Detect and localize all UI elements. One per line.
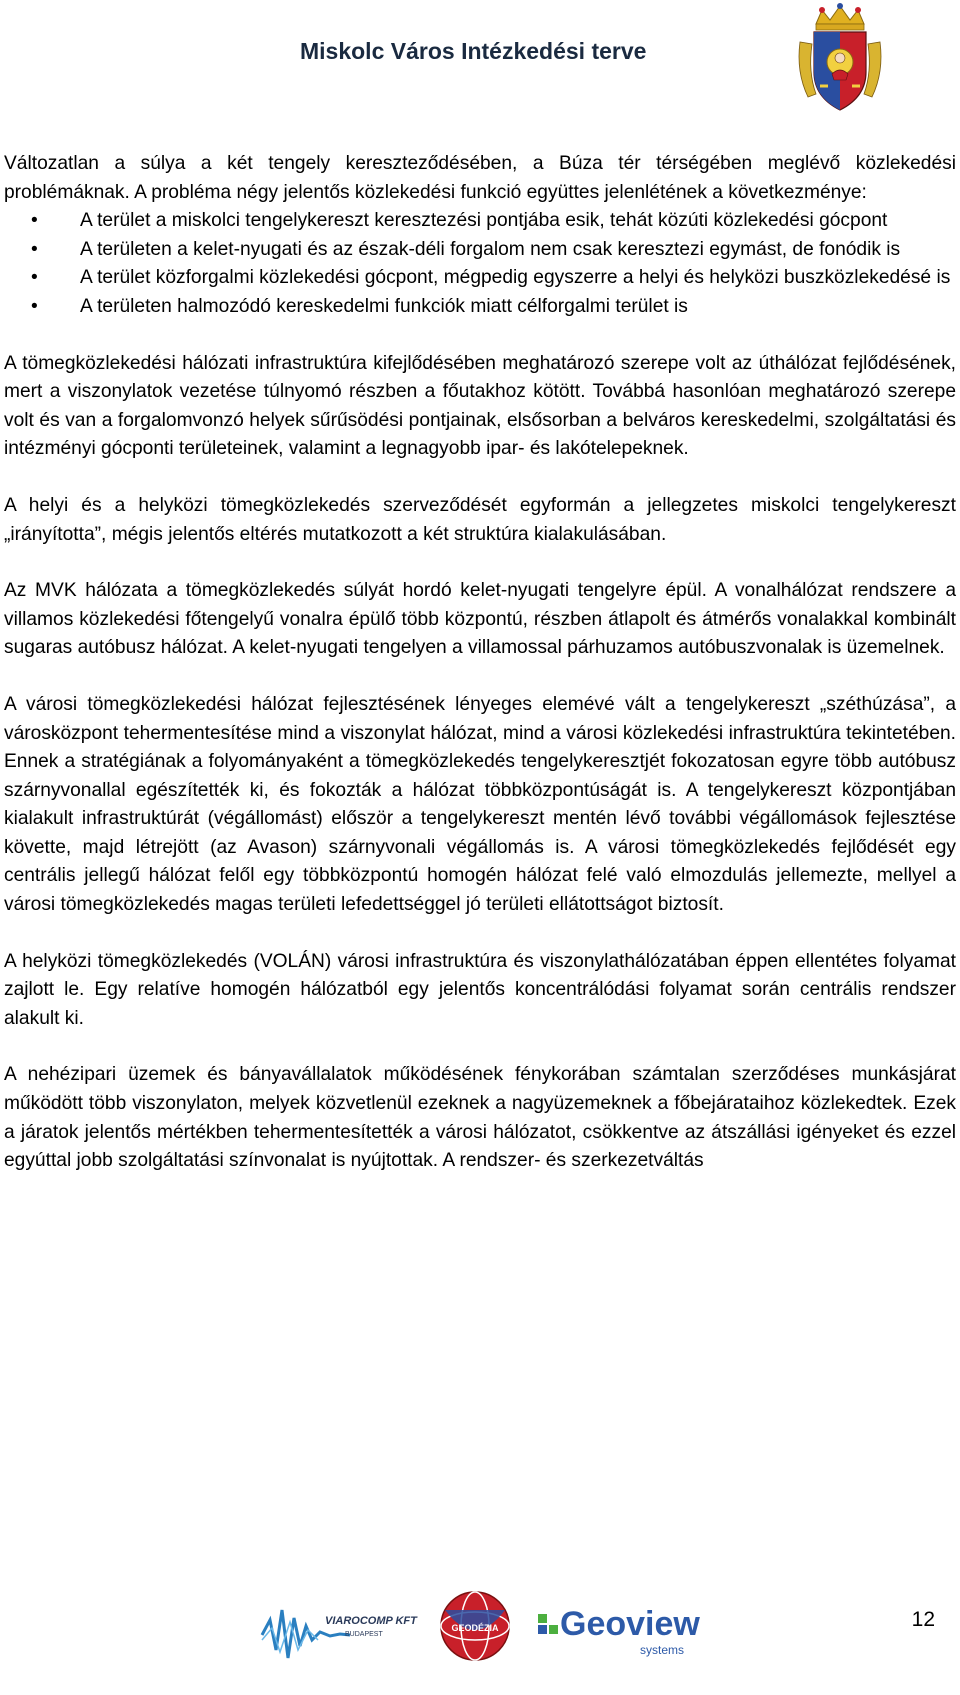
paragraph-heavy-industry: A nehézipari üzemek és bányavállalatok működésének fénykorában számtalan szerződéses munkásjárat működött több viszonylaton, melyek közvetlenül ezeknek a nagyüzemeknek a főbejárataihoz közlekedtek. Ezek a járatok jelentős mértékben tehermentesítették a városi hálózatot, csökkentve az átszállási igényeket és ezzel egyúttal jobb szolgáltatási színvonalat is nyújtottak. A rendszer- és szerkezetváltás [4,1064,956,1172]
list-item-text: A terület közforgalmi közlekedési gócpont, mégpedig egyszerre a helyi és helyközi buszközlekedésé is [80,267,951,289]
bullet-icon: • [31,267,38,289]
page-number: 12 [911,1608,935,1631]
geodezia-logo [441,1592,509,1660]
bullet-icon: • [31,238,38,260]
paragraph-intro: Változatlan a súlya a két tengely kereszteződésében, a Búza tér térségében meglévő közlekedési problémáknak. A probléma négy jelentős közlekedési funkció együttes jelenlétének a következménye: [4,153,956,203]
footer-logos [0,1580,960,1690]
bullet-list [4,207,956,321]
list-item [31,207,956,236]
viarocomp-logo [262,1610,418,1658]
list-item-text: A terület a miskolci tengelykereszt keresztezési pontjába esik, tehát közúti közlekedési gócpont [80,210,888,232]
geoview-name: Geoview [560,1605,700,1643]
viarocomp-name: VIAROCOMP KFT [325,1615,417,1627]
bullet-icon: • [31,210,38,232]
document-body [4,150,956,1176]
bullet-icon: • [31,295,38,317]
list-item [31,293,956,322]
city-coat-of-arms [794,2,886,117]
paragraph-infrastructure: A tömegközlekedési hálózati infrastruktúra kifejlődésében meghatározó szerepe volt az úthálózat fejlődésének, mert a viszonylatok vezetése túlnyomó részben a főutakhoz kötött. Továbbá hasonlóan meghatározó szerepe volt és van a forgalomvonzó helyek sűrűsödési pontjainak, elsősorban a belváros kereskedelmi, szolgáltatási és intézményi gócponti területeinek, valamint a legnagyobb ipar- és lakótelepeknek. [4,352,956,460]
geoview-sub: systems [640,1643,685,1657]
paragraph-mvk-network: Az MVK hálózata a tömegközlekedés súlyát hordó kelet-nyugati tengelyre épül. A vonalhálózat rendszere a villamos közlekedési főtengelyű vonalra épülő több központú, részben átlapolt és átmérős vonalakkal kombinált sugaras autóbusz hálózat. A kelet-nyugati tengelyen a villamossal párhuzamos autóbuszvonalak is üzemelnek. [4,580,956,659]
page-header-title: Miskolc Város Intézkedési terve [300,38,647,64]
paragraph-city-network: A városi tömegközlekedési hálózat fejlesztésének lényeges elemévé vált a tengelykereszt „széthúzása”, a városközpont tehermentesítése mind a viszonylat hálózat, mind a városi közlekedési infrastruktúra tekintetében. Ennek a stratégiának a folyományaként a tömegközlekedés tengelykeresztjét fokozatosan egyre több autóbusz szárnyvonallal egészítették ki, és fokozták a hálózat többközpontúságát is. A tengelykereszt központjában kialakult infrastruktúrát (végállomást) először a tengelykereszt mentén lévő további végállomások fejlesztése követte, majd létrejött (az Avason) szárnyvonali végállomás is. A városi tömegközlekedés fejlődését egy centrális jellegű hálózat felől egy többközpontú homogén hálózat felé való elmozdulás jellemezte, mellyel a városi tömegközlekedés magas területi lefedettséggel jó területi ellátottságot biztosít. [4,693,956,916]
paragraph-volan: A helyközi tömegközlekedés (VOLÁN) városi infrastruktúra és viszonylathálózatában éppen ellentétes folyamat zajlott le. Egy relatíve homogén hálózatból egy jelentős koncentrálódási folyamat során centrális rendszer alakult ki. [4,950,956,1029]
geoview-logo [538,1605,700,1657]
paragraph-organization: A helyi és a helyközi tömegközlekedés szerveződését egyformán a jellegzetes miskolci tengelykereszt „irányította”, mégis jelentős eltérés mutatkozott a két struktúra kialakulásában. [4,494,956,545]
list-item [31,236,956,265]
viarocomp-sub: BUDAPEST [345,1631,383,1638]
list-item-text: A területen a kelet-nyugati és az észak-déli forgalom nem csak keresztezi egymást, de fonódik is [80,238,901,260]
list-item-text: A területen halmozódó kereskedelmi funkciók miatt célforgalmi terület is [80,295,688,317]
geodezia-name: GEODÉZIA [451,1623,499,1633]
page-footer [0,1580,960,1690]
list-item [31,264,956,293]
